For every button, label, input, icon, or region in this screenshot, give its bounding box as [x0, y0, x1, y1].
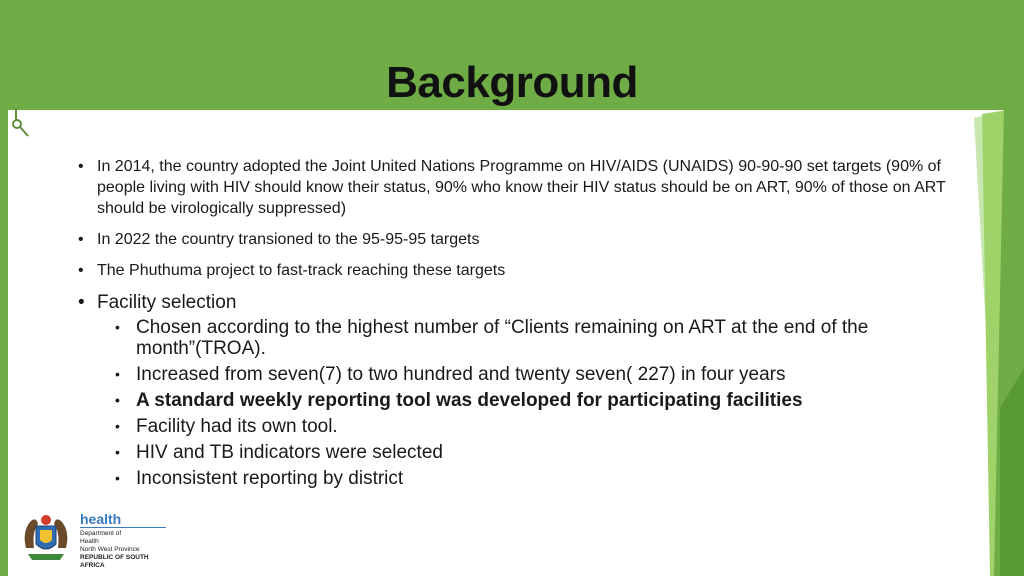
- logo-divider: [80, 527, 166, 528]
- sub-bullet-item: • HIV and TB indicators were selected: [115, 442, 443, 463]
- logo-line: Health: [80, 538, 99, 545]
- bullet-text: The Phuthuma project to fast-track reaching these targets: [97, 262, 506, 279]
- sub-bullet-text: HIV and TB indicators were selected: [136, 442, 443, 463]
- logo-line: Department of: [80, 530, 122, 537]
- logo-text: [80, 512, 166, 570]
- sub-bullet-item: • Facility had its own tool.: [115, 416, 338, 437]
- sub-bullet-item: • Inconsistent reporting by district: [115, 468, 404, 489]
- bullet-text: Facility selection: [97, 292, 237, 313]
- sub-bullet-list: [112, 317, 954, 489]
- sub-bullet-text: Increased from seven(7) to two hundred and twenty seven( 227) in four years: [136, 364, 786, 385]
- right-decorative-shapes: [960, 108, 1024, 576]
- sub-bullet-item: • A standard weekly reporting tool was developed for participating facilities: [115, 390, 803, 411]
- logo-line: REPUBLIC OF SOUTH AFRICA: [80, 554, 149, 569]
- bullet-text: In 2022 the country transioned to the 95-95-95 targets: [97, 231, 480, 248]
- bullet-content: [74, 156, 954, 494]
- sub-bullet-text: Inconsistent reporting by district: [136, 468, 404, 489]
- sub-bullet-item: • Increased from seven(7) to two hundred and twenty seven( 227) in four years: [115, 364, 786, 385]
- sub-bullet-item: • Chosen according to the highest number of “Clients remaining on ART at the end of the month”(TROA).: [115, 317, 869, 359]
- sub-bullet-text: A standard weekly reporting tool was developed for participating facilities: [136, 390, 803, 411]
- bullet-item: • In 2022 the country transioned to the 95-95-95 targets: [78, 231, 480, 248]
- sub-bullet-text: Facility had its own tool.: [136, 416, 338, 437]
- department-logo: [18, 508, 168, 568]
- sub-bullet-text: Chosen according to the highest number of “Clients remaining on ART at the end of the month”(TROA).: [136, 317, 869, 359]
- bullet-text: In 2014, the country adopted the Joint United Nations Programme on HIV/AIDS (UNAIDS) 90-90-90 set targets (90% of people living with HIV should know their status, 90% who know their HIV status should be on ART, 90% of those on ART should be virologically suppressed): [97, 158, 946, 217]
- hook-ornament: [10, 106, 32, 140]
- slide-title: Background: [386, 58, 638, 107]
- bullet-item: • Facility selection: [78, 292, 237, 313]
- coat-of-arms-icon: [18, 508, 74, 564]
- bullet-item: • The Phuthuma project to fast-track reaching these targets: [78, 262, 506, 279]
- bullet-item: • In 2014, the country adopted the Joint United Nations Programme on HIV/AIDS (UNAIDS) 90-90-90 set targets (90% of people living with HIV should know their status, 90% who know their HIV status should be on ART, 90% of those on ART should be virologically suppressed): [78, 158, 946, 217]
- logo-line: North West Province: [80, 546, 140, 553]
- logo-health-word: health: [80, 511, 122, 527]
